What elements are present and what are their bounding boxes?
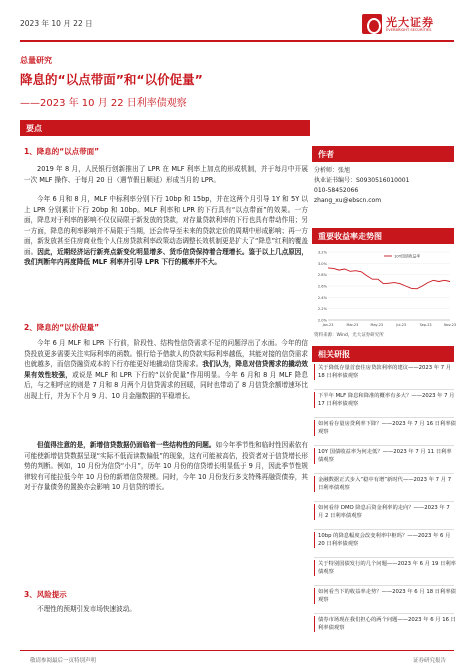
related-report-title[interactable]: 债券市场现在我们担心的两个问题——2023 年 6 月 16 日利率债观察 — [314, 616, 456, 632]
related-report-separator — [314, 585, 454, 586]
related-report-item[interactable] — [314, 616, 456, 632]
related-report-item[interactable] — [314, 420, 456, 436]
paragraph-4 — [24, 440, 308, 493]
header-divider — [20, 40, 454, 42]
legend-label: 10Y国债收益率 — [394, 253, 421, 259]
paragraph-3 — [24, 338, 308, 401]
related-reports-bar: 相关研报 — [312, 346, 454, 362]
series-line-10y-yield — [328, 268, 450, 289]
paragraph-2 — [24, 194, 308, 268]
related-report-separator — [314, 389, 454, 390]
key-points-bar: 要点 — [20, 120, 310, 136]
related-report-item[interactable] — [314, 364, 456, 380]
p3-bold-b: 我们认为，降息对信贷需求的撬动效果有效性较强， — [24, 360, 309, 379]
related-report-item[interactable] — [314, 532, 456, 548]
broker-logo-icon — [362, 14, 382, 34]
y-tick-label: 3.0% — [317, 261, 327, 266]
p2-text-a: 今年 6 月和 8 月，MLF 中标利率分别下行 10bp 和 15bp，并在这两个月引导 1Y 和 5Y 以上 LPR 分别累计下行 20bp 和 10bp。MLF 利率和 LPR 的下行具有“以点带面”的效果。 — [24, 195, 308, 214]
related-report-item[interactable] — [314, 448, 456, 464]
analyst-name: 分析师：张旭 — [314, 167, 351, 174]
p2-bold-c: 因此，近期经济运行新亮点新变化明显增多、货币信贷保持着合理增长。 — [37, 247, 249, 256]
related-report-separator — [314, 417, 454, 418]
y-tick-label: 2.4% — [317, 295, 327, 300]
related-report-item[interactable] — [314, 476, 456, 492]
section-heading-2: 2、降息的“以价促量” — [24, 323, 100, 332]
x-tick-label: Sep-23 — [419, 323, 432, 327]
x-tick-label: Jan-23 — [322, 323, 334, 327]
license-number: 执业证书编号：S0930516010001 — [314, 177, 410, 184]
related-report-title[interactable]: 10Y 国债收益率为何走低？——2023 年 7 月 11 日利率债观察 — [314, 448, 456, 464]
related-report-separator — [314, 445, 454, 446]
x-tick-label: Mar-23 — [346, 323, 359, 327]
related-report-title[interactable]: 下半年 MLF 降息和降准的概率有多大？——2023 年 7 月 17 日利率债观察 — [314, 392, 456, 408]
related-report-item[interactable] — [314, 392, 456, 408]
broker-logo-english: EVERBRIGHT SECURITIES — [386, 28, 432, 32]
related-report-title[interactable]: 关于特别国债发行的几个问题——2023 年 6 月 19 日利率债观察 — [314, 560, 456, 576]
analyst-phone: 010-58452066 — [314, 187, 359, 194]
y-tick-label: 2.8% — [317, 273, 327, 278]
yield-chart-svg — [314, 246, 457, 332]
related-report-separator — [314, 501, 454, 502]
section-heading-3: 3、风险提示 — [24, 590, 67, 599]
report-category: 总量研究 — [20, 56, 52, 65]
report-title: 降息的“以点带面”和“以价促量” — [20, 72, 203, 87]
related-report-separator — [314, 529, 454, 530]
y-tick-label: 2.6% — [317, 284, 327, 289]
x-tick-label: Nov-23 — [443, 323, 457, 327]
p2-text-b: 一方面，降息对于利率的影响不仅仅局限于新发放的贷款，对存量贷款利率的下行也具有带动作用；另一方面，降息的利率影响并不局限于当期，还会传导至未来的贷款定价的周期中形成影响；再一方面，新发放甚至住房商业性个人住房贷款利率政策动态调整长效机制更是扩大了“降息”红利的覆盖面。 — [24, 205, 308, 256]
p2-bold-d: 鉴于以上几点原因，我们判断年内再度降低 MLF 利率并引导 LPR 下行的概率并不大。 — [24, 247, 309, 267]
related-report-title[interactable]: 10bp 的降息幅度会改变利率中枢吗？——2023 年 6 月 20 日利率债观察 — [314, 532, 456, 548]
p3-text-c: 或说是 MLF 和 LPR 下行的“以价促量”作用明显。今年 6 月和 8 月 MLF 降息后，与之相呼应的则是 7 月和 8 月两个月信贷需求的回暖，同时也带动了 8 月信贷余额增速环比出现上行，并为下个月 9 月、10 月金融数据的平稳增长。 — [24, 370, 309, 400]
yield-chart — [314, 246, 457, 332]
y-tick-label: 2.0% — [317, 318, 327, 323]
report-date: 2023 年 10 月 22 日 — [20, 19, 93, 28]
report-subtitle: ——2023 年 10 月 22 日利率债观察 — [20, 98, 187, 109]
related-report-title[interactable]: 如何看待 DMO 降息后资金利率的走向？——2023 年 7 月 2 日利率债观察 — [314, 504, 456, 520]
y-tick-label: 2.2% — [317, 307, 327, 312]
paragraph-1: 2019 年 8 月，人民银行创新推出了 LPR 在 MLF 利率上加点的形成机制，并于每月中开展一次 MLF 操作、于每月 20 日（遇节假日顺延）形成当月的 LPR。 — [24, 165, 308, 184]
related-report-separator — [314, 613, 454, 614]
related-report-title[interactable]: 金融数据正式步入“稳中有增”新时代——2023 年 7 月 7 日利率债观察 — [314, 476, 456, 492]
x-tick-label: Jul-23 — [396, 323, 407, 327]
p4-text-c: 例如，10 月份为信贷“小月”，历年 10 月份的信贷增长明显低于 9 月，因此季节性规律较有可能拉低今年 10 月份的新增信贷规模。同时，今年 10 月份发行多支特殊再融资债券，其对于存量债务的置换亦会影响 10 月信贷的增长。 — [24, 462, 308, 492]
section-heading-1: 1、降息的“以点带面” — [24, 147, 100, 156]
related-report-separator — [314, 473, 454, 474]
p4-text-b: 如今年季节性和临时性因素依有可能使新增信贷数据呈现“实际不低而读数偏低”的现象，这有可能被高估，投资者对于信贷增长形势的判断。 — [24, 441, 309, 471]
analyst-email[interactable]: zhang_xu@ebscn.com — [314, 197, 382, 204]
related-report-separator — [314, 557, 454, 558]
related-report-title[interactable]: 如何看存量房贷利率下降？——2023 年 7 月 16 日利率债观察 — [314, 420, 456, 436]
p3-text-a: 今年 6 月 MLF 和 LPR 下行前，阶段性、结构性信贷需求不足的问题浮出了水面。今年的信贷投放更多需要关注实际利率的函数。银行给予借款人的贷款实际利率越低，其能对接的信贷需求也就越多，而信贷融资成本的下行亦能更好地撬动信贷需求。 — [24, 339, 308, 369]
related-report-item[interactable] — [314, 504, 456, 520]
related-report-item[interactable] — [314, 588, 456, 604]
p4-bold-a: 但值得注意的是，新增信贷数据仍面临着一些结构性的问题。 — [37, 441, 216, 449]
broker-logo-name: 光大证券 — [386, 16, 434, 29]
footer-label: 证券研究报告 — [413, 658, 447, 664]
yield-chart-bar: 重要收益率走势图 — [312, 228, 454, 244]
related-report-title[interactable]: 如何看当下的收益率走势？——2023 年 6 月 18 日利率债观察 — [314, 588, 456, 604]
related-report-title[interactable]: 关于降低存量首套住房贷款利率的建议——2023 年 7 月 18 日利率债观察 — [314, 364, 456, 380]
footer-disclaimer[interactable]: 敬请参阅最后一页特别声明 — [30, 658, 97, 664]
footer-divider — [20, 650, 454, 651]
chart-source-note: 资料来源：Wind，光大证券研究所 — [314, 333, 384, 338]
author-bar: 作者 — [312, 146, 454, 162]
y-tick-label: 3.2% — [317, 250, 327, 255]
x-tick-label: May-23 — [370, 323, 384, 327]
paragraph-5: 不理性的预期引发市场快速波动。 — [37, 605, 136, 613]
related-report-item[interactable] — [314, 560, 456, 576]
